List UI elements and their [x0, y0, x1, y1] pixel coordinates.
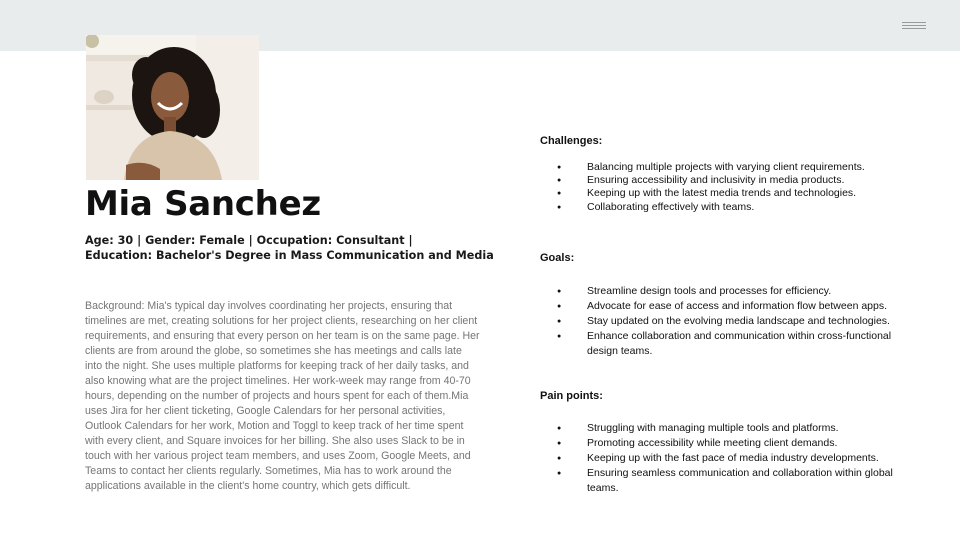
- list-item: ● Stay updated on the evolving media landscape and technologies.: [557, 314, 917, 329]
- list-item: ● Keeping up with the latest media trends and technologies.: [557, 187, 917, 200]
- list-item: ● Promoting accessibility while meeting client demands.: [557, 436, 917, 451]
- list-item: ● Advocate for ease of access and information flow between apps.: [557, 299, 917, 314]
- list-item: ● Collaborating effectively with teams.: [557, 201, 917, 214]
- persona-background: Background: Mia's typical day involves coordinating her projects, ensuring that timelines are met, creating solutions for her project clients, researching on her client requirements, and ensuring that every person on her team is on the same page. Her clients are from around the globe, so sometimes she has meetings and calls late into the night. She uses multiple platforms for keeping track of her daily tasks, and also knowing what are the project timelines. Her work-week may range from 40-70 hours, depending on the number of projects and hours spent for each of them.Mia uses Jira for her client ticketing, Google Calendars for her personal activities, Outlook Calendars for her work, Motion and Toggl to keep track of her time spent with every client, and Square invoices for her billing. She also uses Slack to be in touch with her various project team members, and uses Zoom, Google Meets, and Teams to contact her clients regularly. Sometimes, Mia has to work around the applications available in the client's home country, which gets difficult.: [85, 300, 480, 492]
- demographics-line-1: Age: 30 | Gender: Female | Occupation: Consultant |: [85, 234, 413, 247]
- persona-name: Mia Sanchez: [85, 184, 321, 224]
- list-item: ● Struggling with managing multiple tools and platforms.: [557, 421, 917, 436]
- goals-list: [557, 284, 917, 359]
- goals-title: Goals:: [540, 252, 575, 264]
- demographics-line-2: Education: Bachelor's Degree in Mass Communication and Media: [85, 248, 494, 262]
- persona-photo: [86, 35, 259, 180]
- list-item: ● Ensuring seamless communication and collaboration within global teams.: [557, 466, 917, 496]
- list-item: ● Streamline design tools and processes for efficiency.: [557, 284, 917, 299]
- list-item: ● Keeping up with the fast pace of media industry developments.: [557, 451, 917, 466]
- persona-demographics: [85, 234, 494, 263]
- challenges-title: Challenges:: [540, 135, 603, 147]
- list-item: ● Balancing multiple projects with varying client requirements.: [557, 161, 917, 174]
- hamburger-menu-icon[interactable]: [902, 21, 926, 31]
- challenges-list: [557, 161, 917, 214]
- list-item: ● Enhance collaboration and communication within cross-functional design teams.: [557, 329, 917, 359]
- list-item: ● Ensuring accessibility and inclusivity in media products.: [557, 174, 917, 187]
- pain-points-title: Pain points:: [540, 390, 603, 402]
- pain-points-list: [557, 421, 917, 496]
